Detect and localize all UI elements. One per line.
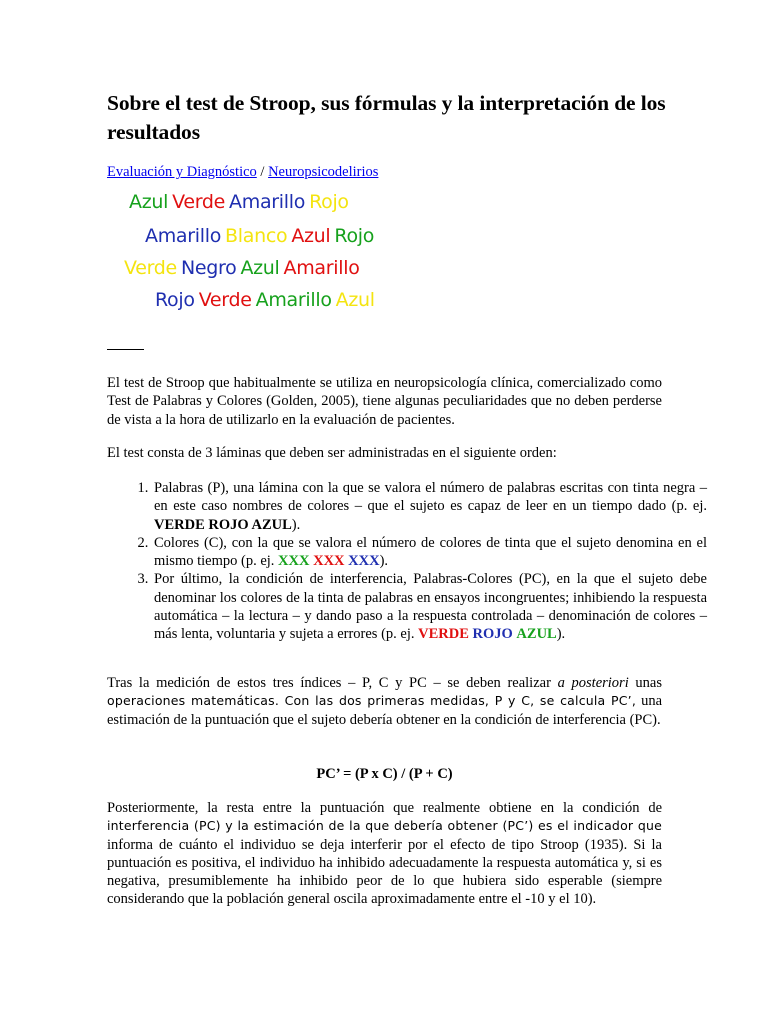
stroop-word: Verde [124,257,177,279]
italic-term: a posteriori [557,675,629,691]
text-run: informa de cuánto el individuo se deja interferir por el efecto de tipo Stroop (1935). Si la puntuación es positiva, el individuo ha inhibido adecuadamente la respuesta automática y, si es negativa, presumiblemente ha inhibido peor de lo que hubiera sido esperable (siempre considerando que la población general oscila aproximadamente entre el -10 y el 10). [107,836,662,908]
stroop-word: Amarillo [229,191,306,213]
stroop-word: Azul [129,191,169,213]
breadcrumb-link-neuropsicodelirios[interactable]: Neuropsicodelirios [268,164,379,180]
text-run: unas [628,675,662,691]
divider [107,349,144,350]
stroop-word: Verde [172,191,226,213]
example-word-blue: ROJO [472,626,513,643]
example-word-green: AZUL [516,626,557,643]
list-item-end: ). [556,626,566,643]
stroop-word: Amarillo [283,257,360,279]
example-xxx-green: XXX [278,553,310,570]
example-xxx-blue: XXX [348,553,380,570]
posteriormente-paragraph [107,799,662,909]
stroop-word: Verde [198,289,252,311]
text-run: una estimación de la puntuación que el sujeto debería obtener en la condición de interferencia (PC). [107,693,663,728]
medicion-paragraph [107,674,662,729]
stroop-word: Rojo [334,225,375,247]
intro-paragraph: El test de Stroop que habitualmente se utiliza en neuropsicología clínica, comercializado como Test de Palabras y Colores (Golden, 2005), tiene algunas peculiaridades que no deben perderse de vista a la hora de utilizarlo en la evaluación de pacientes. [107,375,662,428]
laminas-list [107,479,707,644]
list-item-text: Colores (C), con la que se valora el número de colores de tinta que el sujeto denomina en el mismo tiempo (p. ej. [154,534,707,570]
breadcrumb-separator: / [256,164,269,180]
text-run: interferencia (PC) y la estimación de la que debería obtener (PC’) es el indicador que [107,818,662,834]
example-xxx-red: XXX [313,553,345,570]
stroop-row-3 [124,252,364,284]
formula: PC’ = (P x C) / (P + C) [316,766,453,782]
list-item [152,534,707,571]
stroop-word: Amarillo [145,225,222,247]
breadcrumb-link-evaluacion[interactable]: Evaluación y Diagnóstico [107,164,257,180]
stroop-row-4 [155,284,379,316]
stroop-word: Negro [180,257,237,279]
stroop-word: Amarillo [255,289,332,311]
breadcrumb [107,163,378,181]
text-run: Tras la medición de estos tres índices – P, C y PC – se deben realizar [107,675,558,691]
list-item-end: ). [291,516,301,533]
stroop-word: Rojo [309,191,349,213]
stroop-word: Azul [240,257,280,279]
list-item [152,570,707,643]
stroop-row-1 [129,186,353,218]
laminas-intro: El test consta de 3 láminas que deben ser administradas en el siguiente orden: [107,445,557,461]
example-black-words: VERDE ROJO AZUL [154,516,292,533]
list-item-text: Por último, la condición de interferencia, Palabras-Colores (PC), en la que el sujeto debe denominar los colores de la tinta de palabras en ensayos incongruentes; inhibiendo la respuesta automática – la lectura – y dando paso a la respuesta controlada – denominación de colores – más lenta, voluntaria y sujeta a errores (p. ej. [154,571,707,643]
stroop-image [107,186,407,321]
list-item-text: Palabras (P), una lámina con la que se valora el número de palabras escritas con tinta negra – en este caso nombres de colores – que el sujeto es capaz de leer en un tiempo dado (p. ej. [154,480,707,515]
list-item [152,479,707,534]
example-word-red: VERDE [418,626,469,643]
stroop-word: Azul [335,289,375,311]
stroop-row-2 [145,220,378,252]
page-title: Sobre el test de Stroop, sus fórmulas y la interpretación de los resultados [107,91,666,144]
text-run: Posteriormente, la resta entre la puntuación que realmente obtiene en la condición de [107,800,662,816]
stroop-word: Azul [291,225,331,247]
list-item-end: ). [379,553,389,570]
stroop-word: Rojo [155,289,195,311]
stroop-word: Blanco [225,225,288,247]
text-run: operaciones matemáticas. Con las dos primeras medidas, P y C, se calcula PC’, [107,693,637,709]
